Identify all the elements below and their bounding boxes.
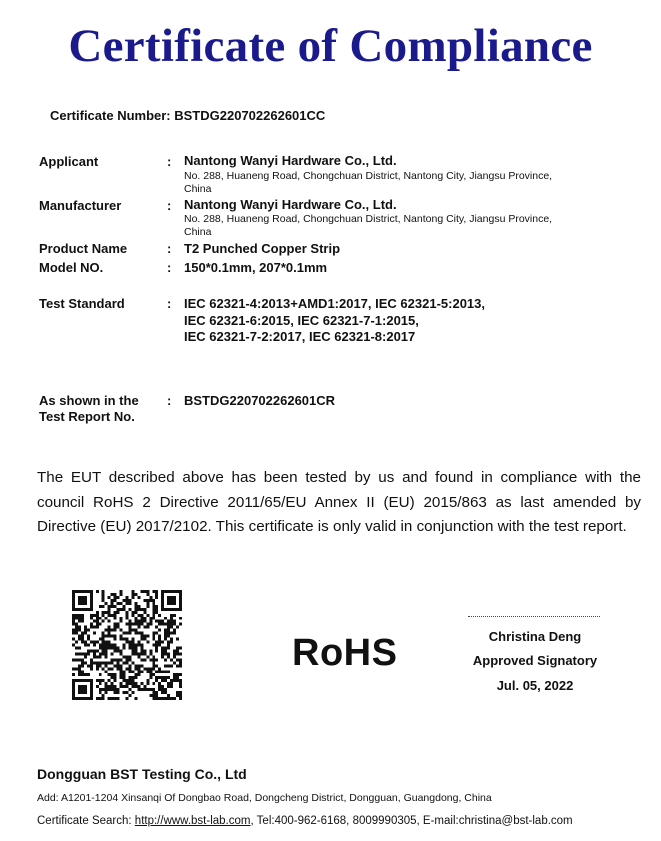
qr-code-modules [72, 590, 182, 700]
test-standard-colon: : [167, 296, 172, 311]
model-no-colon: : [167, 260, 172, 275]
signatory-name: Christina Deng [488, 629, 582, 644]
certificate-search-label: Certificate Search: [37, 815, 135, 827]
certificate-number: Certificate Number: BSTDG220702262601CC [50, 108, 326, 123]
signature-date: Jul. 05, 2022 [496, 678, 574, 693]
test-standard-line2: IEC 62321-6:2015, IEC 62321-7-1:2015, [184, 313, 419, 328]
qr-code-icon[interactable] [72, 590, 182, 700]
applicant-label: Applicant [39, 154, 99, 169]
report-label-line1: As shown in the [39, 393, 139, 408]
certificate-title: Certificate of Compliance [68, 20, 593, 72]
report-number: BSTDG220702262601CR [184, 393, 336, 408]
footer-address: Add: A1201-1204 Xinsanqi Of Dongbao Road, Dongcheng District, Dongguan, Guangdong, China [37, 792, 492, 804]
signatory-title: Approved Signatory [472, 653, 598, 668]
footer-contact-line [37, 815, 573, 827]
test-standard-line1: IEC 62321-4:2013+AMD1:2017, IEC 62321-5:2013, [184, 296, 485, 311]
footer-contact: , Tel:400-962-6168, 8009990305, E-mail:christina@bst-lab.com [250, 815, 573, 827]
signature-line [468, 616, 600, 617]
report-colon: : [167, 393, 172, 408]
applicant-address-line1: No. 288, Huaneng Road, Chongchuan District, Nantong City, Jiangsu Province, [184, 170, 553, 182]
footer-company: Dongguan BST Testing Co., Ltd [37, 766, 247, 782]
rohs-logo: RoHS [292, 632, 398, 674]
report-label-line2: Test Report No. [39, 409, 135, 424]
test-standard-label: Test Standard [39, 296, 125, 311]
applicant-name: Nantong Wanyi Hardware Co., Ltd. [184, 153, 397, 168]
compliance-statement: The EUT described above has been tested by us and found in compliance with the council RoHS 2 Directive 2011/65/EU Annex II (EU) 2015/863 as last amended by Directive (EU) 2017/2102. This certificate is only valid in conjunction with the test report. [37, 469, 641, 535]
manufacturer-name: Nantong Wanyi Hardware Co., Ltd. [184, 197, 397, 212]
manufacturer-address-line1: No. 288, Huaneng Road, Chongchuan District, Nantong City, Jiangsu Province, [184, 213, 553, 225]
applicant-colon: : [167, 154, 172, 169]
model-no-label: Model NO. [39, 260, 104, 275]
product-name-label: Product Name [39, 241, 128, 256]
test-standard-line3: IEC 62321-7-2:2017, IEC 62321-8:2017 [184, 329, 416, 344]
manufacturer-address-line2: China [184, 226, 212, 238]
certificate-search-link[interactable]: http://www.bst-lab.com [134, 815, 251, 827]
model-no-value: 150*0.1mm, 207*0.1mm [184, 260, 328, 275]
manufacturer-colon: : [167, 198, 172, 213]
product-name-value: T2 Punched Copper Strip [184, 241, 341, 256]
product-name-colon: : [167, 241, 172, 256]
applicant-address-line2: China [184, 183, 212, 195]
manufacturer-label: Manufacturer [39, 198, 122, 213]
